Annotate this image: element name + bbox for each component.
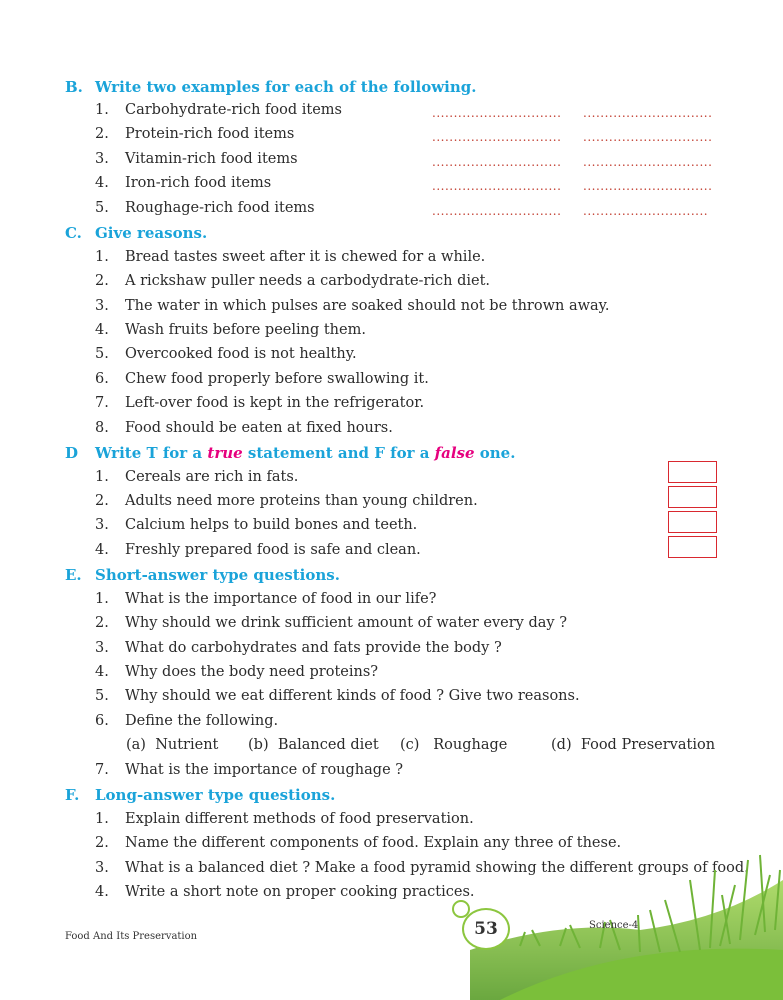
list-item bbox=[95, 175, 271, 191]
answer-blank[interactable]: .............................. bbox=[583, 106, 713, 120]
section-d-heading bbox=[65, 444, 515, 462]
item-text: A rickshaw puller needs a carbodydrate-rich diet. bbox=[125, 273, 491, 289]
item-number: 3. bbox=[95, 517, 109, 533]
define-subitem bbox=[126, 737, 218, 753]
item-number: 4. bbox=[95, 542, 109, 558]
item-number: 2. bbox=[95, 835, 109, 851]
list-item bbox=[95, 762, 403, 778]
item-text: Left-over food is kept in the refrigerator. bbox=[125, 395, 425, 411]
item-number: 7. bbox=[95, 762, 109, 778]
item-number: 1. bbox=[95, 811, 109, 827]
define-subitem bbox=[551, 737, 715, 753]
list-item bbox=[95, 493, 478, 509]
answer-blank[interactable]: .............................. bbox=[583, 130, 713, 144]
item-number: 3. bbox=[95, 860, 109, 876]
true-emphasis: true bbox=[207, 444, 243, 462]
answer-blank[interactable]: ............................. bbox=[583, 204, 709, 218]
list-item bbox=[95, 688, 580, 704]
item-number: 6. bbox=[95, 713, 109, 729]
book-name: Science-4 bbox=[589, 920, 639, 931]
answer-box[interactable] bbox=[668, 511, 717, 533]
item-number: 3. bbox=[95, 151, 109, 167]
item-number: 5. bbox=[95, 200, 109, 216]
section-e-heading bbox=[65, 566, 340, 584]
section-c-letter: C. bbox=[65, 224, 82, 242]
item-text: Roughage-rich food items bbox=[125, 200, 315, 216]
item-text: What is the importance of food in our life? bbox=[125, 591, 437, 607]
item-text: Protein-rich food items bbox=[125, 126, 295, 142]
item-number: 6. bbox=[95, 371, 109, 387]
item-text: Bread tastes sweet after it is chewed for a while. bbox=[125, 249, 486, 265]
item-number: 1. bbox=[95, 102, 109, 118]
answer-blank[interactable]: .............................. bbox=[432, 179, 562, 193]
answer-blank[interactable]: .............................. bbox=[432, 106, 562, 120]
item-number: 1. bbox=[95, 591, 109, 607]
list-item bbox=[95, 346, 357, 362]
list-item bbox=[95, 273, 490, 289]
item-text: Vitamin-rich food items bbox=[125, 151, 298, 167]
list-item bbox=[95, 371, 429, 387]
item-text: Cereals are rich in fats. bbox=[125, 469, 299, 485]
item-text: Iron-rich food items bbox=[125, 175, 272, 191]
item-text: Explain different methods of food preservation. bbox=[125, 811, 474, 827]
list-item bbox=[95, 615, 567, 631]
subitem-text: Roughage bbox=[433, 737, 508, 753]
section-d-title-part: Write T for a bbox=[95, 444, 208, 462]
list-item bbox=[95, 542, 421, 558]
answer-box[interactable] bbox=[668, 486, 717, 508]
page-number: 53 bbox=[462, 908, 510, 950]
list-item bbox=[95, 517, 417, 533]
answer-box[interactable] bbox=[668, 536, 717, 558]
list-item bbox=[95, 420, 393, 436]
item-text: Chew food properly before swallowing it. bbox=[125, 371, 429, 387]
list-item bbox=[95, 126, 294, 142]
define-subitem bbox=[248, 737, 379, 753]
item-text: Overcooked food is not healthy. bbox=[125, 346, 357, 362]
item-number: 7. bbox=[95, 395, 109, 411]
answer-blank[interactable]: .............................. bbox=[432, 130, 562, 144]
subitem-text: Nutrient bbox=[155, 737, 219, 753]
answer-blank[interactable]: .............................. bbox=[583, 179, 713, 193]
item-text: Why should we eat different kinds of food ? Give two reasons. bbox=[125, 688, 580, 704]
subitem-label: (b) bbox=[248, 737, 269, 753]
section-b-heading bbox=[65, 78, 476, 96]
answer-blank[interactable]: .............................. bbox=[432, 155, 562, 169]
item-text: Food should be eaten at fixed hours. bbox=[125, 420, 393, 436]
list-item bbox=[95, 249, 485, 265]
grass-decoration bbox=[0, 840, 783, 1000]
item-number: 4. bbox=[95, 175, 109, 191]
item-number: 2. bbox=[95, 615, 109, 631]
item-number: 4. bbox=[95, 322, 109, 338]
section-c-title: Give reasons. bbox=[95, 224, 208, 242]
item-number: 2. bbox=[95, 273, 109, 289]
section-e-title: Short-answer type questions. bbox=[95, 566, 340, 584]
list-item bbox=[95, 469, 298, 485]
false-emphasis: false bbox=[434, 444, 475, 462]
section-b-title: Write two examples for each of the following. bbox=[95, 78, 477, 96]
item-text: Why should we drink sufficient amount of water every day ? bbox=[125, 615, 567, 631]
item-number: 8. bbox=[95, 420, 109, 436]
item-text: Calcium helps to build bones and teeth. bbox=[125, 517, 418, 533]
item-text: Write a short note on proper cooking practices. bbox=[125, 884, 475, 900]
item-number: 1. bbox=[95, 469, 109, 485]
item-number: 5. bbox=[95, 688, 109, 704]
section-b-letter: B. bbox=[65, 78, 83, 96]
section-c-heading bbox=[65, 224, 207, 242]
list-item bbox=[95, 151, 298, 167]
item-number: 3. bbox=[95, 640, 109, 656]
section-d-letter: D bbox=[65, 444, 79, 462]
item-number: 2. bbox=[95, 126, 109, 142]
subitem-label: (c) bbox=[400, 737, 420, 753]
list-item bbox=[95, 591, 436, 607]
section-d-title-part: statement and F for a bbox=[242, 444, 435, 462]
section-e-letter: E. bbox=[65, 566, 82, 584]
item-number: 5. bbox=[95, 346, 109, 362]
list-item bbox=[95, 664, 378, 680]
list-item bbox=[95, 102, 342, 118]
answer-blank[interactable]: .............................. bbox=[583, 155, 713, 169]
item-text: What do carbohydrates and fats provide the body ? bbox=[125, 640, 502, 656]
item-text: What is a balanced diet ? Make a food pyramid showing the different groups of food. bbox=[125, 860, 749, 876]
list-item bbox=[95, 713, 278, 729]
item-number: 1. bbox=[95, 249, 109, 265]
item-text: Carbohydrate-rich food items bbox=[125, 102, 342, 118]
section-f-title: Long-answer type questions. bbox=[95, 786, 336, 804]
section-d-title-part: one. bbox=[474, 444, 516, 462]
subitem-label: (d) bbox=[551, 737, 572, 753]
list-item bbox=[95, 395, 424, 411]
list-item bbox=[95, 322, 366, 338]
subitem-label: (a) bbox=[126, 737, 146, 753]
item-text: Why does the body need proteins? bbox=[125, 664, 379, 680]
chapter-name: Food And Its Preservation bbox=[65, 931, 198, 942]
item-text: The water in which pulses are soaked should not be thrown away. bbox=[125, 298, 610, 314]
section-f-heading bbox=[65, 786, 335, 804]
item-text: Name the different components of food. Explain any three of these. bbox=[125, 835, 622, 851]
subitem-text: Food Preservation bbox=[580, 737, 716, 753]
item-number: 2. bbox=[95, 493, 109, 509]
list-item bbox=[95, 811, 474, 827]
item-number: 4. bbox=[95, 664, 109, 680]
list-item bbox=[95, 298, 610, 314]
item-text: Wash fruits before peeling them. bbox=[125, 322, 366, 338]
answer-box[interactable] bbox=[668, 461, 717, 483]
subitem-text: Balanced diet bbox=[277, 737, 379, 753]
answer-blank[interactable]: .............................. bbox=[432, 204, 562, 218]
list-item bbox=[95, 200, 315, 216]
item-number: 3. bbox=[95, 298, 109, 314]
item-number: 4. bbox=[95, 884, 109, 900]
section-f-letter: F. bbox=[65, 786, 80, 804]
item-text: Adults need more proteins than young children. bbox=[125, 493, 478, 509]
item-text: Freshly prepared food is safe and clean. bbox=[125, 542, 421, 558]
list-item bbox=[95, 640, 502, 656]
item-text: Define the following. bbox=[125, 713, 279, 729]
item-text: What is the importance of roughage ? bbox=[125, 762, 404, 778]
define-subitem bbox=[400, 737, 507, 753]
